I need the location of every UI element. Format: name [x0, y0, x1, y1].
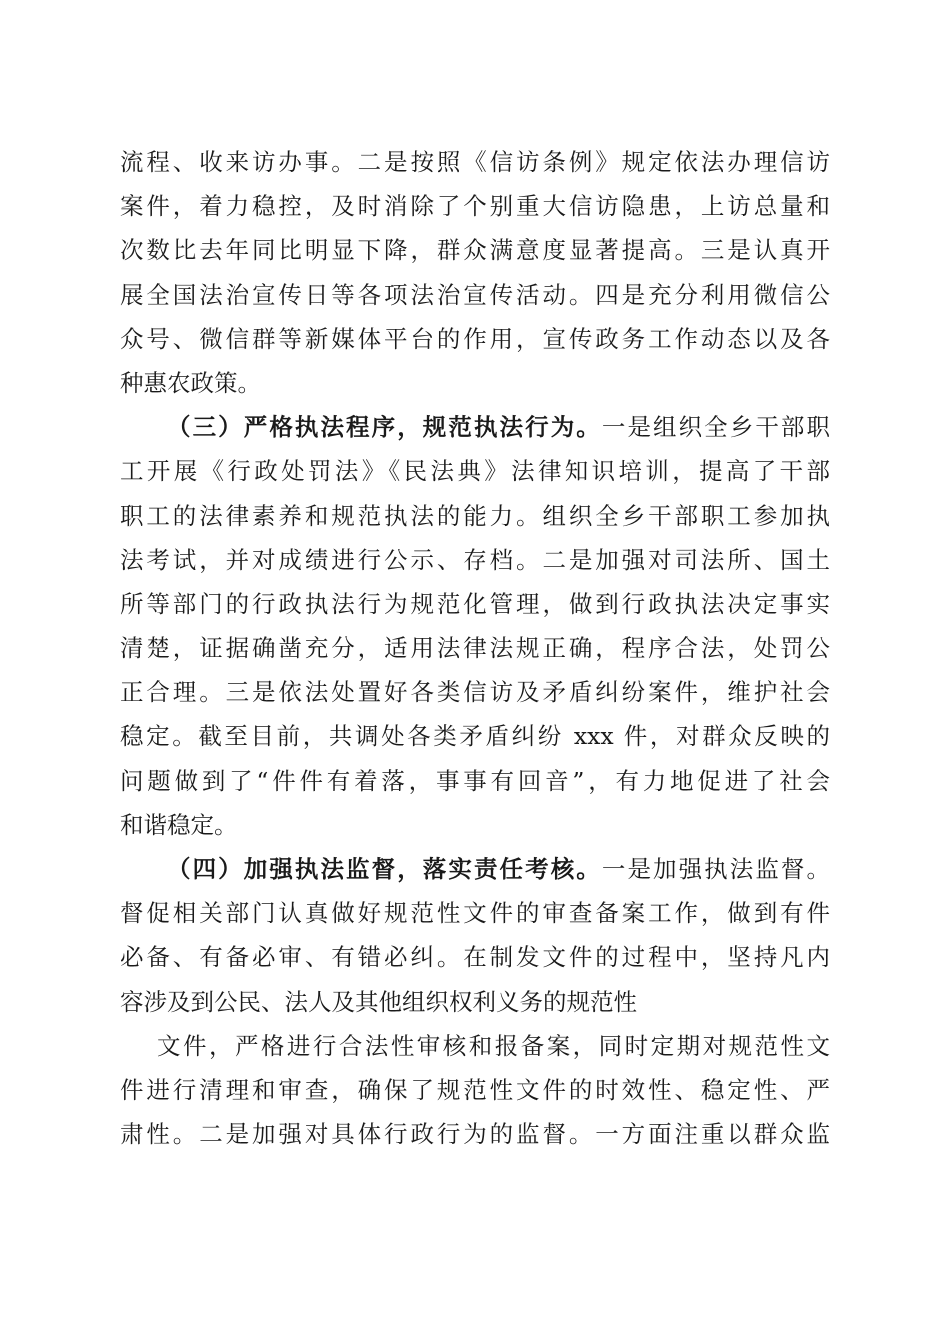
text-line: 稳定。截至目前，共调处各类矛盾纠纷 xxx 件，对群众反映的	[120, 722, 830, 751]
paragraph-enforcement-supervision	[120, 847, 830, 1024]
text-line: 所等部门的行政执法行为规范化管理，做到行政执法决定事实	[120, 589, 830, 618]
text-line: 展全国法治宣传日等各项法治宣传活动。四是充分利用微信公	[120, 280, 830, 309]
text-line: 必备、有备必审、有错必纠。在制发文件的过程中，坚持凡内	[120, 943, 830, 972]
text-line: 和谐稳定。	[120, 810, 238, 839]
paragraph-petition-work	[120, 140, 830, 405]
text-line: 件进行清理和审查，确保了规范性文件的时效性、稳定性、严	[120, 1075, 830, 1104]
text-line: 种惠农政策。	[120, 368, 261, 397]
text-line: 次数比去年同比明显下降，群众满意度显著提高。三是认真开	[120, 236, 830, 265]
text-line: 职工的法律素养和规范执法的能力。组织全乡干部职工参加执	[120, 501, 830, 530]
text-line: 容涉及到公民、法人及其他组织权利义务的规范性	[120, 987, 637, 1016]
text-line: 案件，着力稳控，及时消除了个别重大信访隐患，上访总量和	[120, 192, 830, 221]
paragraph-law-enforcement-procedure	[120, 405, 830, 847]
text-line: 清楚，证据确凿充分，适用法律法规正确，程序合法，处罚公	[120, 634, 830, 663]
text-line	[120, 847, 830, 891]
text-line: 问题做到了“件件有着落，事事有回音”，有力地促进了社会	[120, 766, 830, 795]
heading-continuation: 一是加强执法监督。	[601, 855, 830, 883]
heading-continuation: 一是组织全乡干部职	[601, 413, 830, 442]
text-line: 文件，严格进行合法性审核和报备案，同时定期对规范性文	[157, 1031, 830, 1060]
document-page	[120, 140, 830, 1156]
section-heading: （三）严格执法程序，规范执法行为。	[167, 413, 602, 442]
section-heading: （四）加强执法监督，落实责任考核。	[167, 855, 602, 883]
text-line: 督促相关部门认真做好规范性文件的审查备案工作，做到有件	[120, 899, 830, 928]
paragraph-normative-documents	[120, 1024, 830, 1157]
text-line: 流程、收来访办事。二是按照《信访条例》规定依法办理信访	[120, 148, 830, 176]
text-line: 众号、微信群等新媒体平台的作用，宣传政务工作动态以及各	[120, 324, 830, 353]
text-line	[120, 405, 830, 449]
text-line: 正合理。三是依法处置好各类信访及矛盾纠纷案件，维护社会	[120, 678, 830, 707]
text-line: 肃性。二是加强对具体行政行为的监督。一方面注重以群众监	[120, 1120, 830, 1149]
text-line: 工开展《行政处罚法》《民法典》法律知识培训，提高了干部	[120, 457, 830, 486]
text-line: 法考试，并对成绩进行公示、存档。二是加强对司法所、国土	[120, 545, 830, 574]
